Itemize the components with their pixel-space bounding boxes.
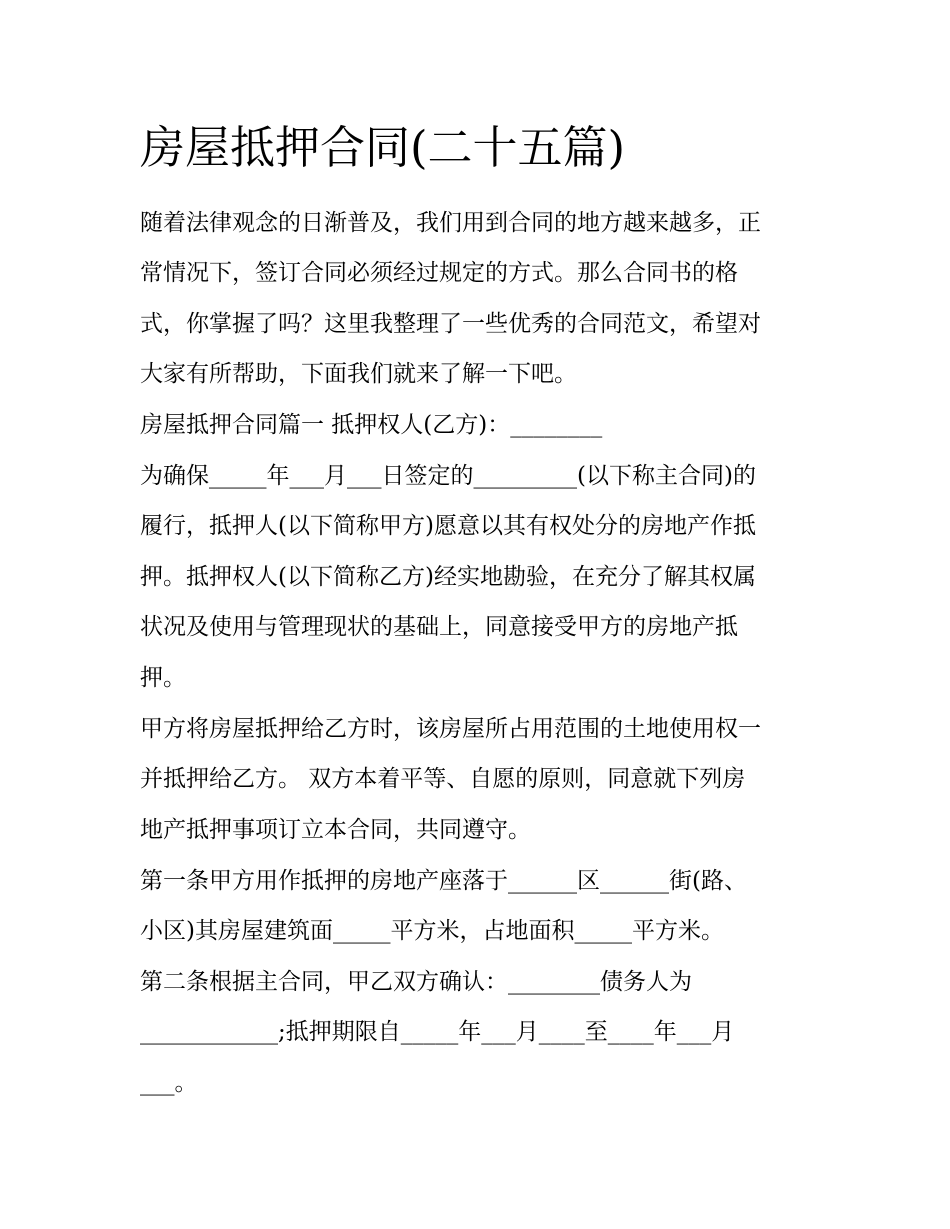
paragraph-line: 随着法律观念的日渐普及，我们用到合同的地方越来越多，正 xyxy=(140,210,761,236)
paragraph-line: 地产抵押事项订立本合同，共同遵守。 xyxy=(140,817,531,843)
paragraph-line: 常情况下，签订合同必须经过规定的方式。那么合同书的格 xyxy=(140,260,738,286)
paragraph-line: 押。抵押权人(以下简称乙方)经实地勘验，在充分了解其权属 xyxy=(140,564,756,590)
paragraph-line: 房屋抵押合同篇一 抵押权人(乙方)：________ xyxy=(140,412,603,438)
paragraph-line: 第二条根据主合同，甲乙双方确认：________债务人为 xyxy=(140,969,692,995)
paragraph-line: ___。 xyxy=(140,1070,198,1096)
paragraph-line: 第一条甲方用作抵押的房地产座落于______区______街(路、 xyxy=(140,868,747,894)
paragraph-line: 为确保_____年___月___日签定的_________(以下称主合同)的 xyxy=(140,463,756,489)
paragraph-line: 甲方将房屋抵押给乙方时，该房屋所占用范围的土地使用权一 xyxy=(140,716,761,742)
paragraph-line: 式，你掌握了吗？这里我整理了一些优秀的合同范文，希望对 xyxy=(140,311,761,337)
paragraph-line: 小区)其房屋建筑面_____平方米，占地面积_____平方米。 xyxy=(140,918,724,944)
document-title: 房屋抵押合同(二十五篇) xyxy=(140,121,626,174)
paragraph-line: ____________;抵押期限自_____年___月____至____年___月 xyxy=(140,1019,735,1045)
paragraph-line: 并抵押给乙方。 双方本着平等、自愿的原则，同意就下列房 xyxy=(140,766,746,792)
paragraph-line: 状况及使用与管理现状的基础上，同意接受甲方的房地产抵 xyxy=(140,614,738,640)
paragraph-line: 押。 xyxy=(140,665,186,691)
paragraph-line: 大家有所帮助，下面我们就来了解一下吧。 xyxy=(140,361,577,387)
paragraph-line: 履行，抵押人(以下简称甲方)愿意以其有权处分的房地产作抵 xyxy=(140,513,756,539)
